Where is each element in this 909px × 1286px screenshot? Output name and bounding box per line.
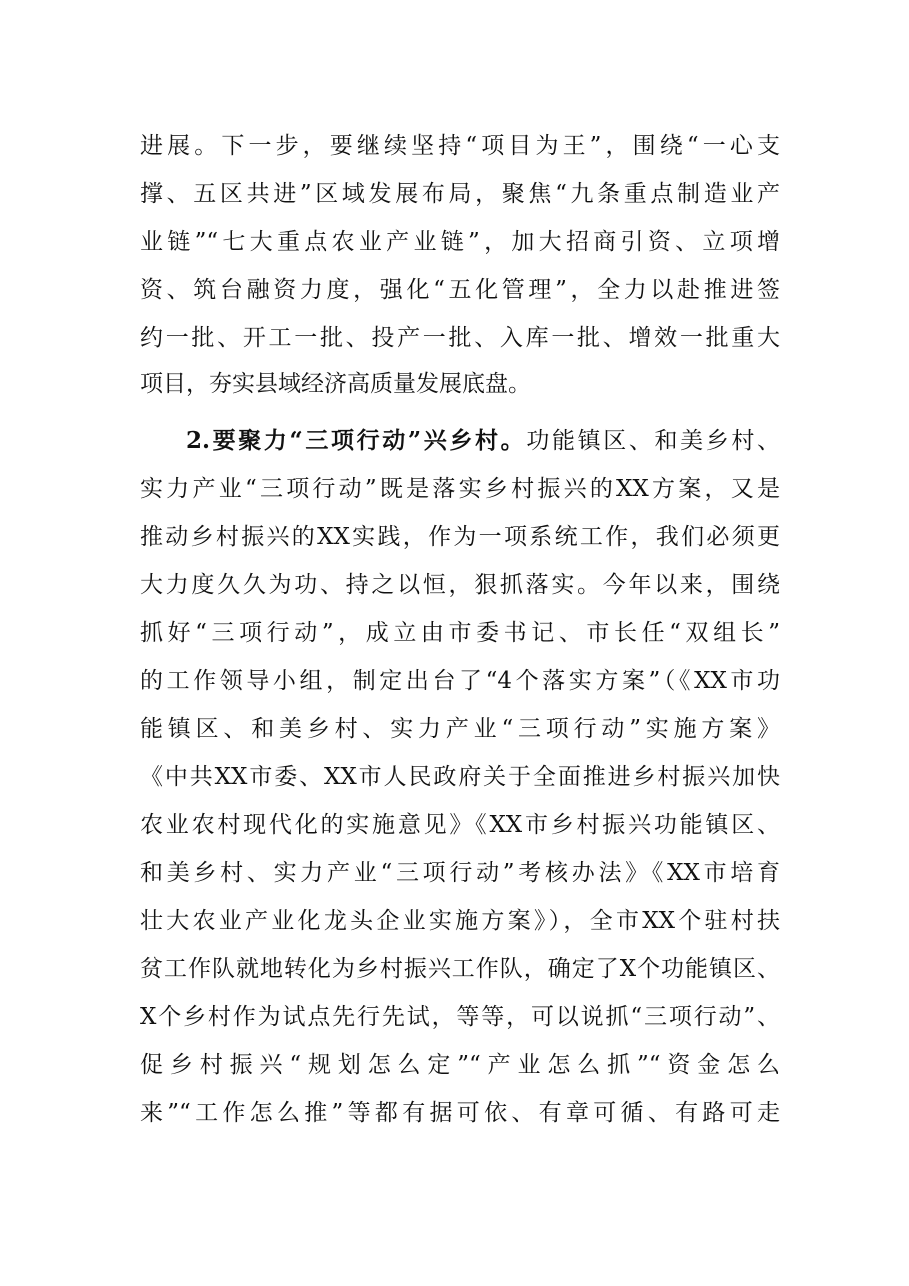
paragraph-1-line: 资、筑台融资力度，强化“五化管理”，全力以赴推进签 bbox=[140, 277, 780, 303]
paragraph-1-line: 约一批、开工一批、投产一批、入库一批、增效一批重大 bbox=[140, 325, 780, 351]
paragraph-1-line: 进展。下一步，要继续坚持“项目为王”，围绕“一心支 bbox=[140, 133, 780, 159]
paragraph-2-line: X个乡村作为试点先行先试，等等，可以说抓“三项行动”、 bbox=[140, 1004, 780, 1030]
paragraph-2-line: 推动乡村振兴的XX实践，作为一项系统工作，我们必须更 bbox=[140, 524, 780, 550]
paragraph-2-line: 促乡村振兴“规划怎么定”“产业怎么抓”“资金怎么 bbox=[140, 1052, 780, 1078]
paragraph-2-line: 的工作领导小组，制定出台了“4个落实方案”（《XX市功 bbox=[140, 668, 780, 694]
paragraph-1-line: 业链”“七大重点农业产业链”，加大招商引资、立项增 bbox=[140, 229, 780, 255]
paragraph-2-line: 大力度久久为功、持之以恒，狠抓落实。今年以来，围绕 bbox=[140, 572, 780, 598]
paragraph-1-line: 项目，夯实县域经济高质量发展底盘。 bbox=[140, 371, 531, 397]
paragraph-2-line: 贫工作队就地转化为乡村振兴工作队，确定了X个功能镇区、 bbox=[140, 956, 780, 982]
section-heading: 2.要聚力“三项行动”兴乡村。 bbox=[186, 427, 527, 454]
paragraph-2-line: 抓好“三项行动”，成立由市委书记、市长任“双组长” bbox=[140, 620, 780, 646]
paragraph-2-line: 和美乡村、实力产业“三项行动”考核办法》《XX市培育 bbox=[140, 860, 780, 886]
paragraph-2-line: 农业农村现代化的实施意见》《XX市乡村振兴功能镇区、 bbox=[140, 812, 780, 838]
paragraph-2-line: 壮大农业产业化龙头企业实施方案》），全市XX个驻村扶 bbox=[140, 908, 780, 934]
paragraph-2-line: 实力产业“三项行动”既是落实乡村振兴的XX方案，又是 bbox=[140, 476, 780, 502]
paragraph-2-line: 《中共XX市委、XX市人民政府关于全面推进乡村振兴加快 bbox=[140, 764, 780, 790]
paragraph-2-first-line-text: 功能镇区、和美乡村、 bbox=[526, 428, 780, 454]
paragraph-2-line: 来”“工作怎么推”等都有据可依、有章可循、有路可走 bbox=[140, 1100, 780, 1126]
paragraph-2-line: 能镇区、和美乡村、实力产业“三项行动”实施方案》 bbox=[140, 716, 780, 742]
paragraph-2-first-line bbox=[186, 416, 780, 466]
paragraph-1-line: 撑、五区共进”区域发展布局，聚焦“九条重点制造业产 bbox=[140, 181, 780, 207]
